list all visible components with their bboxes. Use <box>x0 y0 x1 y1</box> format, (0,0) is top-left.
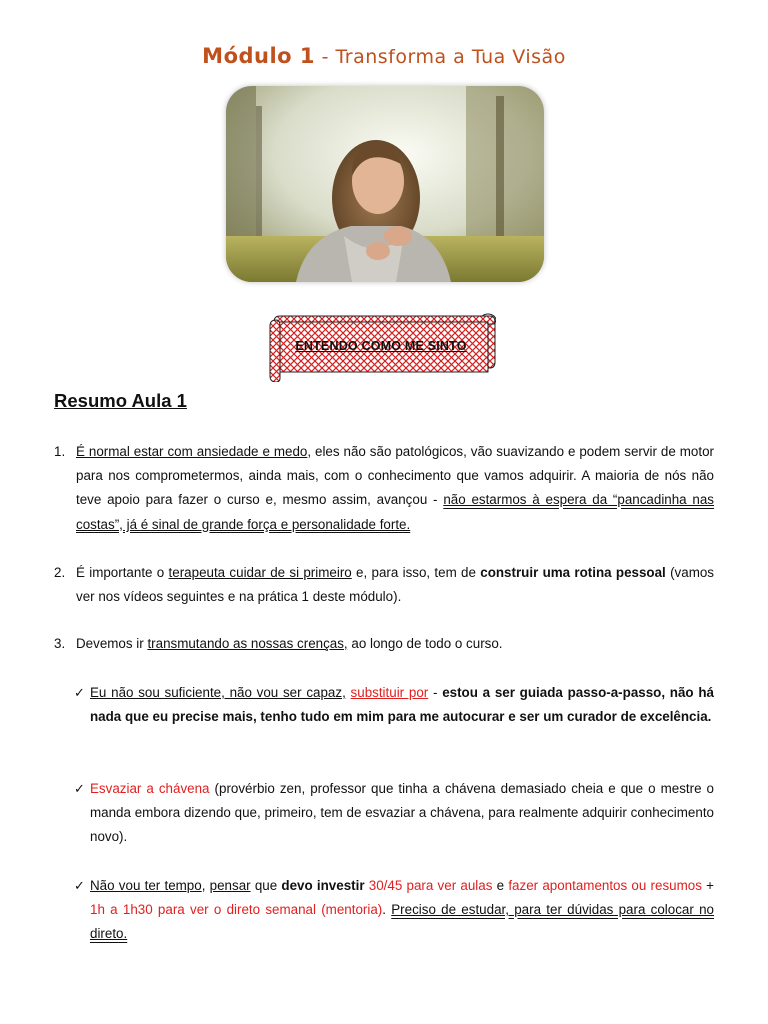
item-3-text <box>76 632 714 656</box>
item-3-intro: Devemos ir <box>76 636 148 651</box>
item-2-tail: (vamos ver nos vídeos seguintes e na prática 1 deste módulo). <box>76 565 714 605</box>
item-3-number: 3. <box>54 636 66 651</box>
check-3-and: e <box>492 878 509 893</box>
check-1-dash: - <box>428 685 443 700</box>
item-2-bold: construir uma rotina pessoal <box>480 565 666 580</box>
check-3-period: . <box>382 902 392 918</box>
section-heading: Resumo Aula 1 <box>54 390 187 411</box>
item-2-underline: terapeuta cuidar de si primeiro <box>168 565 352 580</box>
check-2-body: (provérbio zen, professor que tinha a chávena demasiado cheia e que o mestre o manda embora dizendo que, primeiro, tem de esvaziar a chávena, para realmente adquirir conhecimento novo). <box>90 781 714 845</box>
check-2-title: Esvaziar a chávena <box>90 781 210 796</box>
check-3-comma: , <box>201 878 210 893</box>
item-3-underline: transmutando as nossas crenças, <box>147 636 348 651</box>
item-3-tail: ao longo de todo o curso. <box>347 636 503 651</box>
item-2-mid: e, para isso, tem de <box>351 565 481 580</box>
check-3-text <box>90 874 714 947</box>
woman-photo <box>226 86 544 282</box>
check-3-notes: fazer apontamentos ou resumos <box>508 878 702 893</box>
check-3-live: 1h a 1h30 para ver o direto semanal (mentoria) <box>90 902 383 918</box>
banner-label: ENTENDO COMO ME SINTO <box>295 339 467 353</box>
check-3-that: que <box>250 878 282 893</box>
check-2-icon: ✓ <box>74 781 85 796</box>
item-2-intro: É importante o <box>76 565 169 580</box>
check-3-think: pensar <box>209 878 251 893</box>
page-title <box>0 44 768 68</box>
item-2-text <box>76 561 714 609</box>
check-1-affirmation: estou a ser guiada passo-a-passo, não há nada que eu precise mais, tenho tudo em mim para me autocurar e ser um curador de excelência. <box>90 685 714 725</box>
item-1-number: 1. <box>54 444 66 459</box>
check-3-plus: + <box>701 878 714 893</box>
title-module: Módulo 1 <box>202 44 316 68</box>
check-1-icon: ✓ <box>74 685 85 700</box>
check-3-invest: devo investir <box>281 878 365 893</box>
check-3-time-lessons: 30/45 para ver aulas <box>368 878 493 893</box>
item-1-text <box>76 440 714 537</box>
item-1-emphasis: não estarmos à espera da “pancadinha nas costas”, já é sinal de grande força e personalidade forte. <box>76 492 715 532</box>
item-2-number: 2. <box>54 565 66 580</box>
check-1-replace: substituir por <box>350 685 429 700</box>
check-1-belief: Eu não sou suficiente, não vou ser capaz, <box>90 685 346 700</box>
check-3-belief: Não vou ter tempo <box>90 878 202 893</box>
check-1-text <box>90 681 714 729</box>
check-2-text <box>90 777 714 850</box>
check-3-study: Preciso de estudar, para ter dúvidas para colocar no direto. <box>90 902 714 942</box>
check-3-icon: ✓ <box>74 878 85 893</box>
item-1-highlight: É normal estar com ansiedade e medo <box>76 444 308 459</box>
item-1-body: , eles não são patológicos, vão suavizando e podem servir de motor para nos comprometermos, ainda mais, com o conhecimento que vamos adquirir. A maioria de nós não teve apoio para fazer o curso e, mesmo assim, avançou - <box>76 444 714 508</box>
title-subtitle: - Transforma a Tua Visão <box>321 46 566 68</box>
